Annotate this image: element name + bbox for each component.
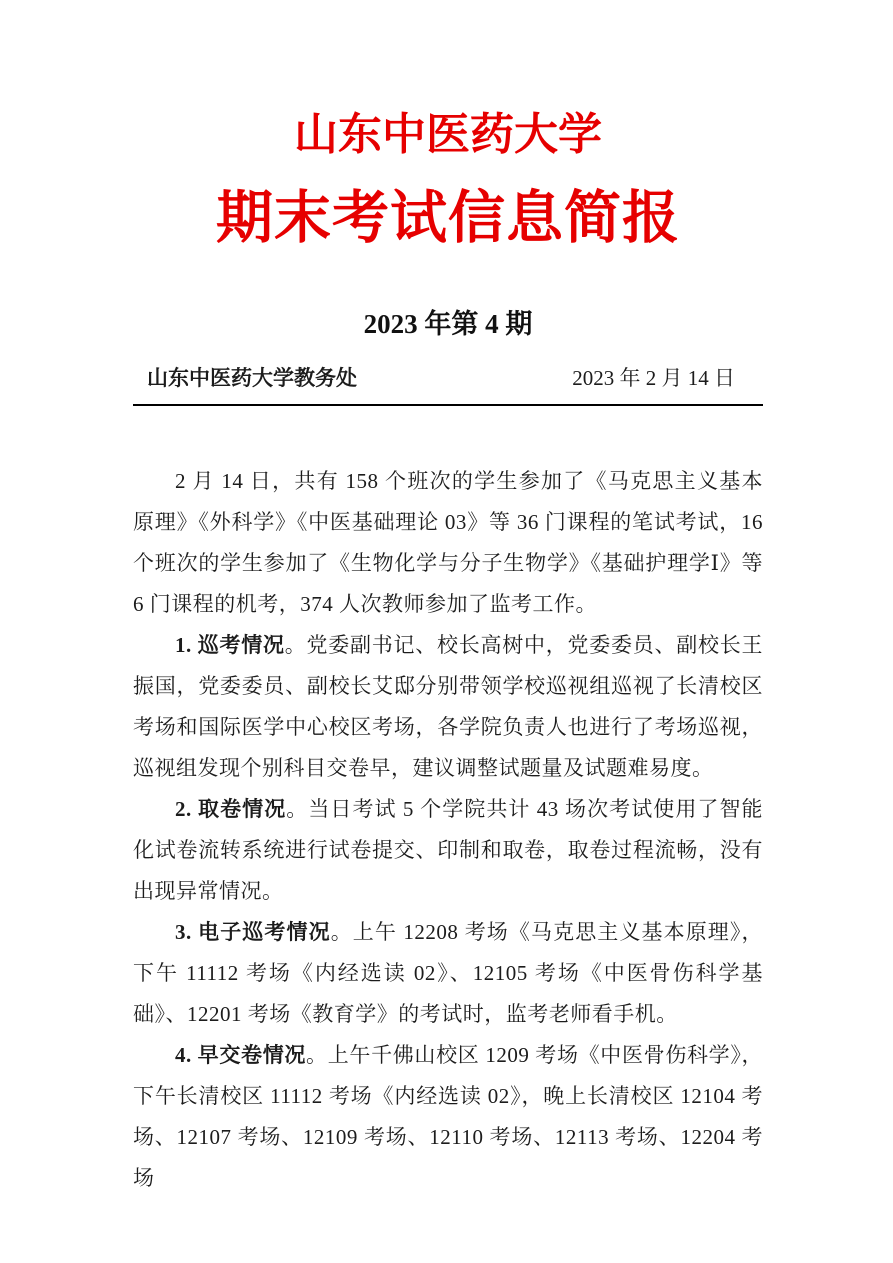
issuer-row xyxy=(133,362,763,392)
paragraph-text: 。上午 12208 考场《马克思主义基本原理》，下午 11112 考场《内经选读 02》、12105 考场《中医骨伤科学基础》、12201 考场《教育学》的考试时，监考老师看手机。 xyxy=(133,920,764,1026)
paragraph-text: 。党委副书记、校长高树中，党委委员、副校长王振国，党委委员、副校长艾邸分别带领学校巡视组巡视了长清校区考场和国际医学中心校区考场，各学院负责人也进行了考场巡视，巡视组发现个别科目交卷早，建议调整试题量及试题难易度。 xyxy=(133,633,763,780)
issue-number: 2023 年第 4 期 xyxy=(363,309,533,339)
issue-date: 2023 年 2 月 14 日 xyxy=(572,366,735,390)
paragraph-lead: 2. 取卷情况 xyxy=(175,797,287,821)
body-paragraph xyxy=(133,461,763,625)
university-title: 山东中医药大学 xyxy=(294,110,602,159)
body-paragraph xyxy=(133,625,763,789)
body-paragraph xyxy=(133,1035,763,1199)
document-page xyxy=(133,0,763,1199)
bulletin-title: 期末考试信息简报 xyxy=(216,187,680,250)
paragraph-text: 。当日考试 5 个学院共计 43 场次考试使用了智能化试卷流转系统进行试卷提交、印制和取卷，取卷过程流畅，没有出现异常情况。 xyxy=(133,797,764,903)
paragraph-lead: 1. 巡考情况 xyxy=(175,633,285,657)
body-paragraph xyxy=(133,789,763,912)
paragraph-lead: 3. 电子巡考情况 xyxy=(175,920,331,944)
body-paragraph xyxy=(133,912,763,1035)
paragraph-lead: 4. 早交卷情况 xyxy=(175,1043,307,1067)
bulletin-body xyxy=(133,461,763,1199)
issuer-name: 山东中医药大学教务处 xyxy=(147,367,357,390)
paragraph-text: 2 月 14 日，共有 158 个班次的学生参加了《马克思主义基本原理》《外科学》《中医基础理论 03》等 36 门课程的笔试考试，16 个班次的学生参加了《生物化学与分子生物学》《基础护理学Ⅰ》等 6 门课程的机考，374 人次教师参加了监考工作。 xyxy=(133,469,763,616)
header-divider xyxy=(133,404,763,406)
paragraph-text: 。上午千佛山校区 1209 考场《中医骨伤科学》，下午长清校区 11112 考场《内经选读 02》，晚上长清校区 12104 考场、12107 考场、12109 考场、12110 考场、12113 考场、12204 考场 xyxy=(133,1043,764,1190)
